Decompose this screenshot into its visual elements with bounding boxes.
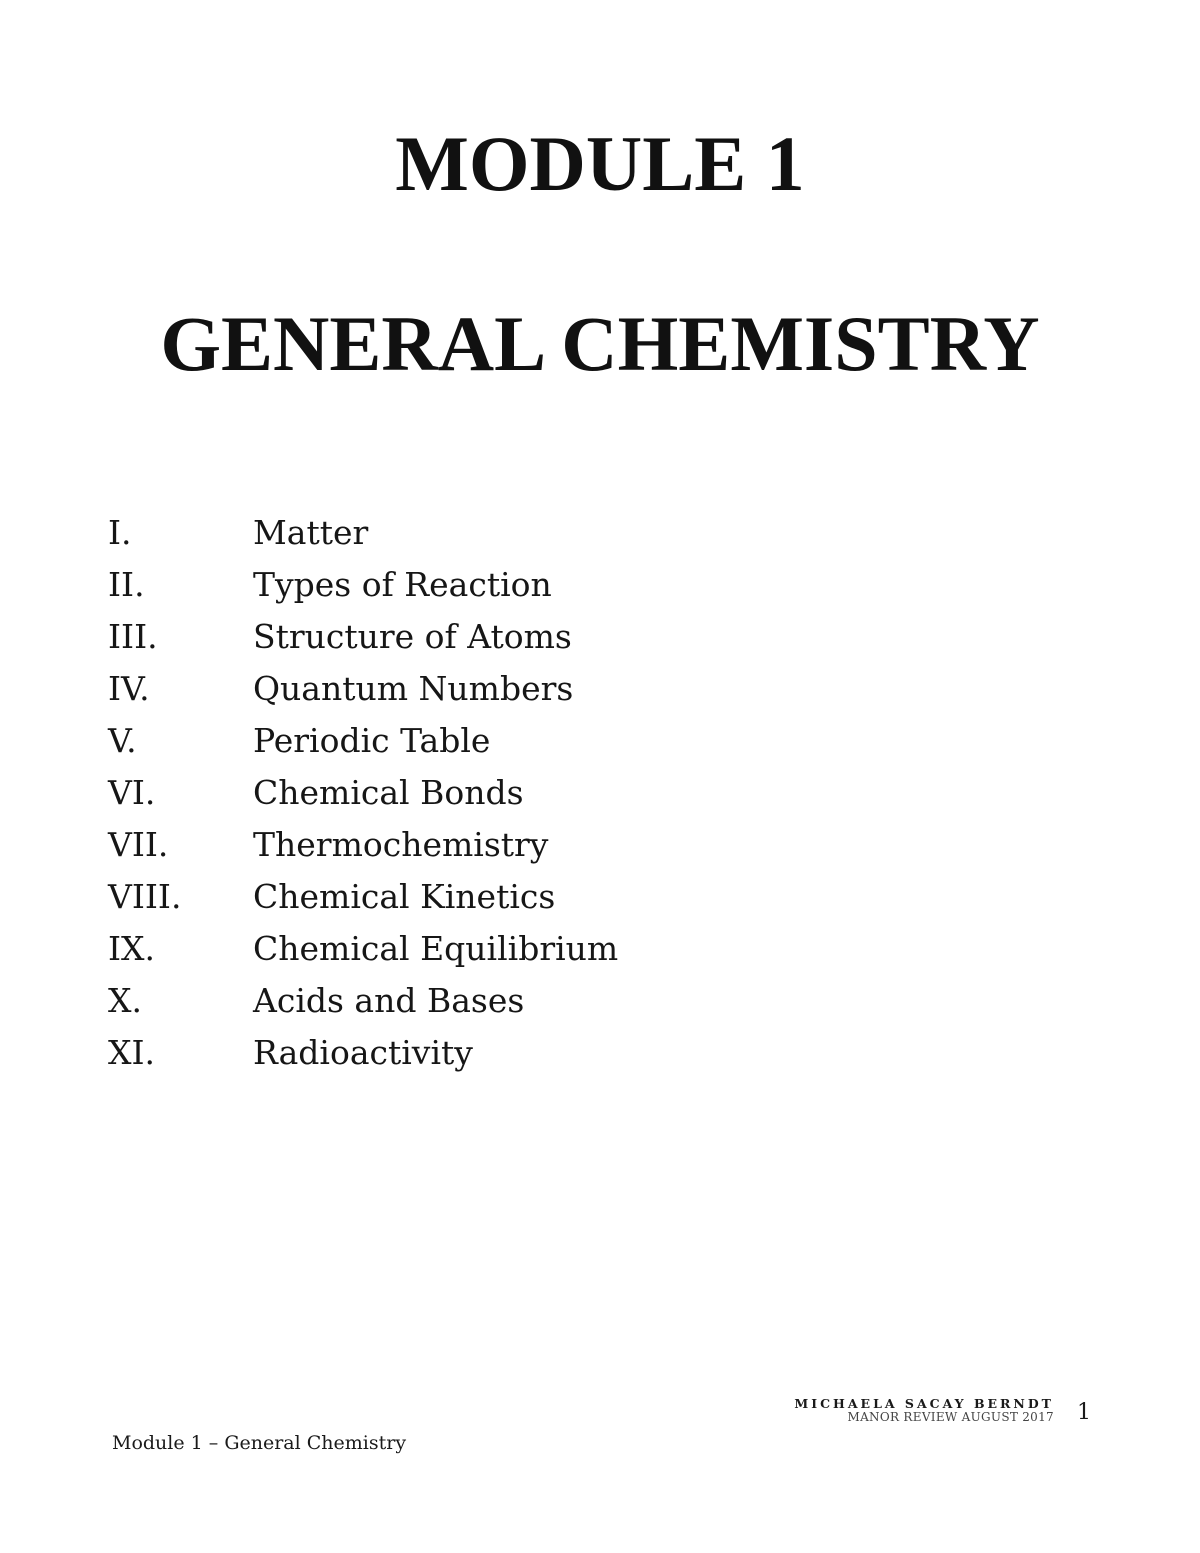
toc-item	[108, 663, 618, 715]
toc-item-label: Matter	[253, 513, 369, 552]
toc-item	[108, 767, 618, 819]
toc-item-number: I.	[108, 513, 132, 552]
page-footer: Module 1 – General Chemistry	[112, 1432, 407, 1454]
toc-item-label: Quantum Numbers	[253, 669, 574, 708]
toc-item-number: VIII.	[108, 877, 182, 916]
toc-item-label: Acids and Bases	[253, 981, 525, 1020]
page-number: 1	[1077, 1400, 1091, 1425]
toc-item	[108, 715, 618, 767]
toc-item-number: II.	[108, 565, 145, 604]
toc-item-number: III.	[108, 617, 158, 656]
review-subtitle: MANOR REVIEW AUGUST 2017	[847, 1410, 1054, 1425]
toc-item-number: V.	[108, 721, 137, 760]
toc-item	[108, 611, 618, 663]
table-of-contents	[108, 507, 618, 1079]
toc-item	[108, 871, 618, 923]
toc-item-label: Thermochemistry	[253, 825, 549, 864]
toc-item	[108, 1027, 618, 1079]
toc-item-label: Chemical Kinetics	[253, 877, 556, 916]
toc-item-label: Periodic Table	[253, 721, 491, 760]
toc-item	[108, 819, 618, 871]
module-title: MODULE 1	[395, 120, 805, 207]
subject-title: GENERAL CHEMISTRY	[160, 300, 1040, 387]
toc-item	[108, 559, 618, 611]
toc-item-label: Structure of Atoms	[253, 617, 572, 656]
toc-item-number: IV.	[108, 669, 150, 708]
toc-item	[108, 507, 618, 559]
toc-item-number: IX.	[108, 929, 156, 968]
toc-item-number: XI.	[108, 1033, 156, 1072]
author-signature	[794, 1397, 1054, 1425]
toc-item-number: VI.	[108, 773, 156, 812]
toc-item-label: Types of Reaction	[253, 565, 552, 604]
toc-item-number: VII.	[108, 825, 169, 864]
toc-item-label: Chemical Equilibrium	[253, 929, 619, 968]
toc-item	[108, 923, 618, 975]
toc-item-label: Chemical Bonds	[253, 773, 524, 812]
toc-item-label: Radioactivity	[253, 1033, 473, 1072]
toc-item	[108, 975, 618, 1027]
author-name: MICHAELA SACAY BERNDT	[794, 1396, 1054, 1411]
toc-item-number: X.	[108, 981, 142, 1020]
